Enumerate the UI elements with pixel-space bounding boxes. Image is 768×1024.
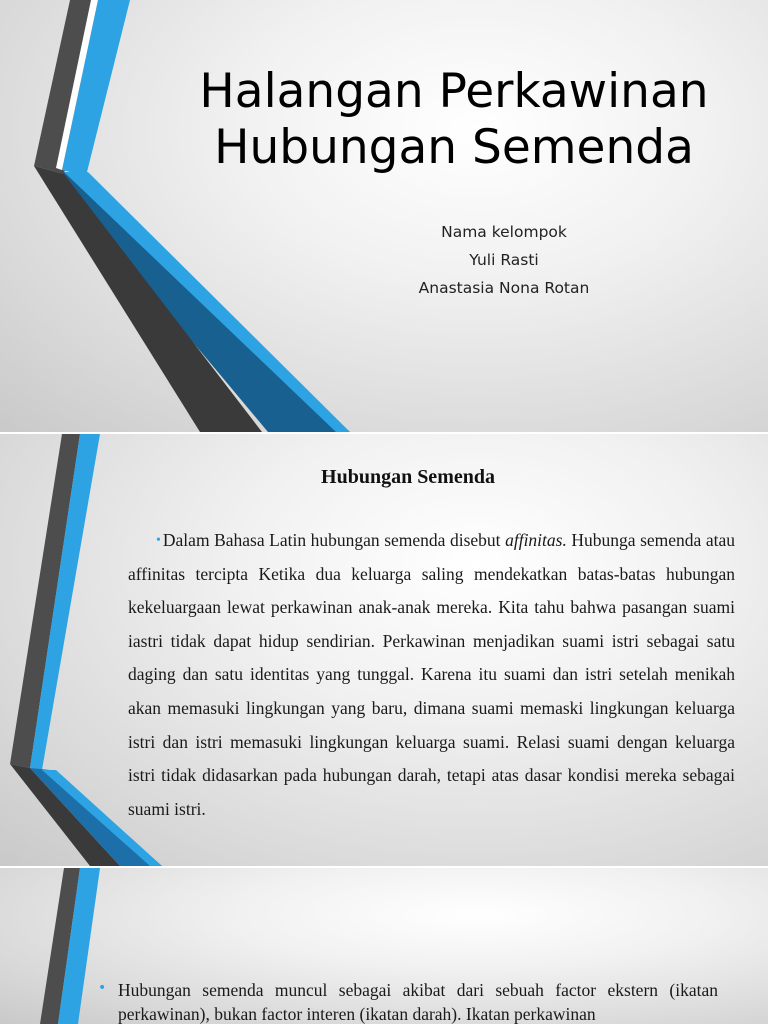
paragraph (128, 524, 735, 826)
title-line-2: Hubungan Semenda (214, 120, 694, 175)
title-slide (0, 0, 768, 432)
bullet-icon: • (98, 980, 107, 996)
subtitle-line: Nama kelompok (441, 223, 567, 241)
slide-subtitle (300, 218, 708, 302)
content-slide (0, 434, 768, 866)
paragraph-rest: Hubunga semenda atau affinitas tercipta Ketika dua keluarga saling mendekatkan batas-batas hubungan kekeluargaan lewat perkawinan anak-anak mereka. Kita tahu bahwa pasangan suami iastri tidak dapat hidup sendirian. Perkawinan menjadikan suami istri sebagai satu daging dan satu identitas yang tunggal. Karena itu suami dan istri setelah menikah akan memasuki lingkungan yang baru, dimana suami memaski lingkungan keluarga istri dan istri memasuki lingkungan keluarga suami. Relasi suami dengan keluarga istri tidak didasarkan pada hubungan darah, tetapi atas dasar kondisi mereka sebagai suami istri. (128, 530, 736, 819)
slide-heading: Hubungan Semenda (321, 466, 495, 488)
title-line-1: Halangan Perkawinan (199, 64, 709, 119)
subtitle-line: Anastasia Nona Rotan (418, 279, 590, 297)
slide-body: Hubungan semenda muncul sebagai akibat dari sebuah factor ekstern (ikatan perkawinan), bukan factor interen (ikatan darah). Ikatan perkawinan (118, 980, 718, 1024)
italic-term: affinitas. (505, 530, 567, 550)
subtitle-line: Yuli Rasti (469, 251, 539, 269)
slide-title (150, 64, 758, 176)
bullet-icon: • (156, 533, 161, 548)
paragraph-start: Dalam Bahasa Latin hubungan semenda disebut (162, 530, 506, 550)
slide-body (128, 524, 735, 826)
content-slide-partial (0, 868, 768, 1024)
